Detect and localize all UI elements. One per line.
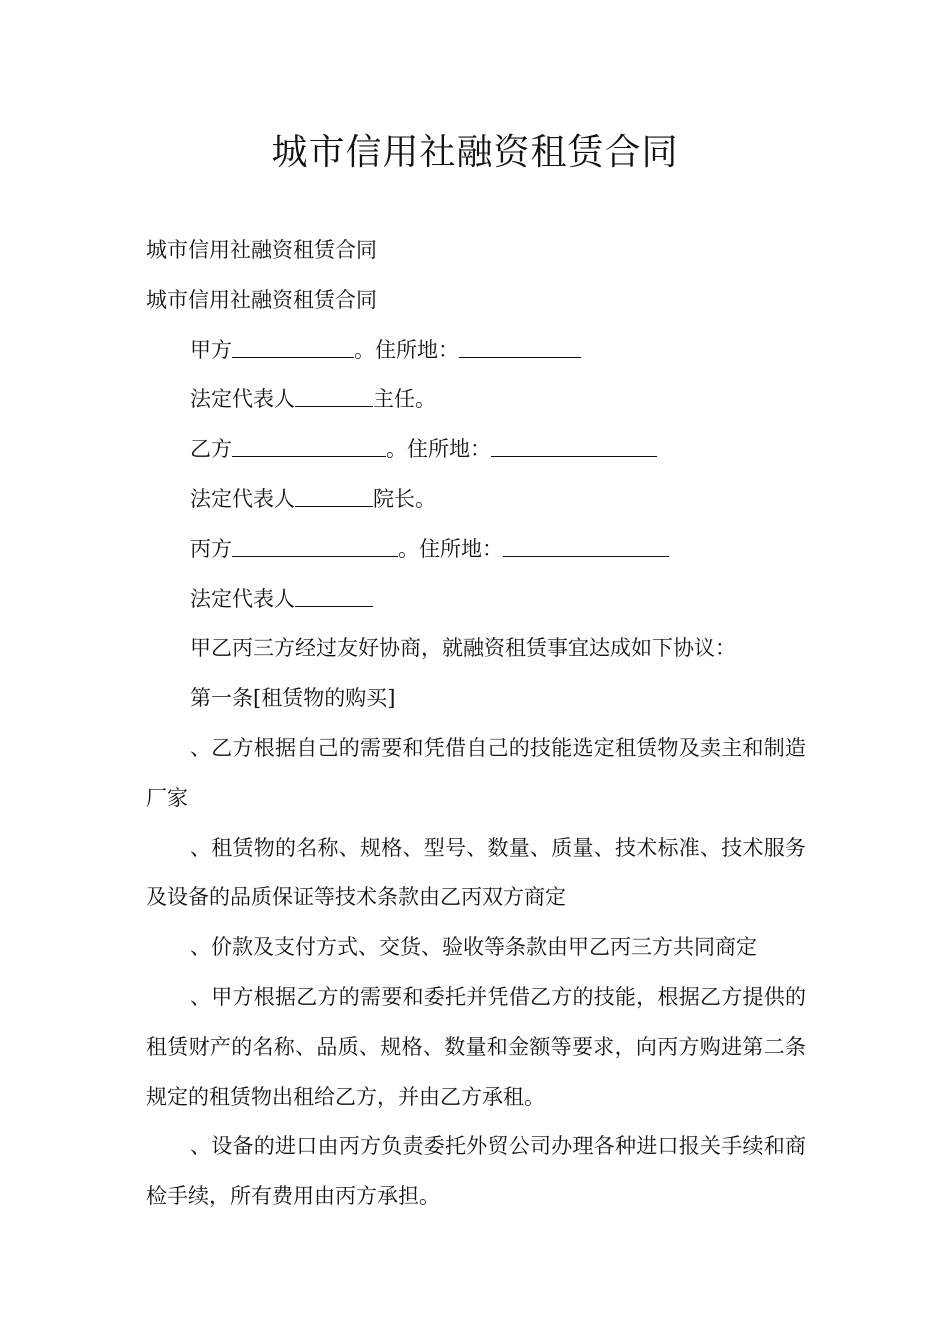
party-a-rep-title: 主任。 — [373, 387, 436, 412]
party-a-name-blank — [232, 335, 354, 358]
party-c-rep-line — [146, 575, 806, 625]
party-c-rep-blank — [295, 584, 373, 607]
party-b-label: 乙方 — [190, 437, 232, 462]
party-b-line — [146, 425, 806, 475]
clause-paragraph: 、设备的进口由丙方负责委托外贸公司办理各种进口报关手续和商检手续，所有费用由丙方承担。 — [146, 1134, 806, 1209]
party-b-rep-line — [146, 475, 806, 525]
subtitle-line: 城市信用社融资租赁合同 — [146, 287, 377, 312]
party-b-rep-label: 法定代表人 — [190, 486, 295, 511]
party-b-address-blank — [491, 434, 657, 457]
document-body — [146, 226, 806, 1222]
clause-paragraph: 、甲方根据乙方的需要和委托并凭借乙方的技能，根据乙方提供的租赁财产的名称、品质、规格、数量和金额等要求，向丙方购进第二条规定的租赁物出租给乙方，并由乙方承租。 — [146, 984, 806, 1109]
party-b-name-blank — [232, 434, 386, 457]
party-a-label: 甲方 — [190, 337, 232, 362]
party-a-line — [146, 326, 806, 376]
clause-paragraph: 、乙方根据自己的需要和凭借自己的技能选定租赁物及卖主和制造厂家 — [146, 735, 806, 810]
party-c-line — [146, 525, 806, 575]
party-c-label: 丙方 — [190, 536, 232, 561]
party-a-rep-label: 法定代表人 — [190, 387, 295, 412]
article-1-heading: 第一条[租赁物的购买] — [190, 686, 396, 711]
party-b-address-label: 。住所地： — [386, 437, 491, 462]
party-c-name-blank — [232, 534, 398, 557]
clause-paragraph: 、价款及支付方式、交货、验收等条款由甲乙丙三方共同商定 — [190, 935, 757, 960]
subtitle-line: 城市信用社融资租赁合同 — [146, 238, 377, 262]
party-b-rep-blank — [295, 484, 373, 507]
party-a-rep-line — [146, 375, 806, 425]
party-c-rep-label: 法定代表人 — [190, 586, 295, 611]
document-title: 城市信用社融资租赁合同 — [271, 132, 679, 173]
party-a-address-blank — [459, 335, 581, 358]
party-c-address-label: 。住所地： — [398, 536, 503, 561]
party-b-rep-title: 院长。 — [373, 486, 436, 511]
preamble: 甲乙丙三方经过友好协商，就融资租赁事宜达成如下协议： — [190, 636, 736, 661]
clause-paragraph: 、租赁物的名称、规格、型号、数量、质量、技术标准、技术服务及设备的品质保证等技术条款由乙丙双方商定 — [146, 835, 806, 910]
party-c-address-blank — [503, 534, 669, 557]
party-a-rep-blank — [295, 384, 373, 407]
party-a-address-label: 。住所地： — [354, 337, 459, 362]
